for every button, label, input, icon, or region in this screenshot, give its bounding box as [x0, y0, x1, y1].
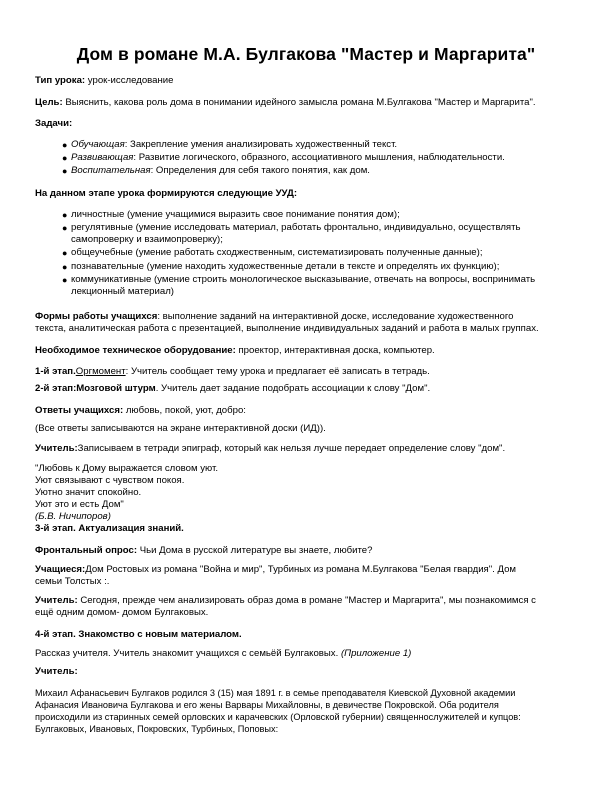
epigraph-line: "Любовь к Дому выражается словом уют.	[35, 463, 219, 474]
bullet-icon: ●	[62, 275, 68, 285]
bullet-icon: ●	[62, 262, 68, 272]
teacher-today-text: Сегодня, прежде чем анализировать образ дома в романе "Мастер и Маргарита", мы познакомимся с	[77, 595, 536, 606]
students-answer-continued: семьи Толстых :.	[35, 576, 110, 587]
frontal-question	[35, 545, 372, 557]
answers	[35, 405, 246, 417]
forms-line-continued: текста, аналитическая работа с презентацией, выполнение индивидуальных заданий и работа в малых группах.	[35, 323, 539, 334]
bullet-icon: ●	[62, 210, 68, 220]
students-answer	[35, 564, 516, 576]
answers-value: любовь, покой, уют, добро:	[123, 405, 246, 416]
stage3-heading: 3-й этап. Актуализация знаний.	[35, 523, 184, 534]
uud-item: регулятивные (умение исследовать материал, работать фронтально, индивидуально, осуществлять	[71, 222, 521, 233]
frontal-label: Фронтальный опрос:	[35, 545, 138, 556]
uud-heading: На данном этапе урока формируются следующие УУД:	[35, 188, 298, 199]
lesson-type-label: Тип урока:	[35, 75, 86, 86]
task-text: : Определения для себя такого понятия, как дом.	[150, 165, 370, 176]
stage1-name: Оргмомент	[75, 366, 126, 377]
teacher-today	[35, 595, 536, 607]
task-term: Развивающая	[71, 152, 134, 163]
goal-label: Цель:	[35, 97, 63, 108]
story-text: Рассказ учителя. Учитель знакомит учащихся с семьёй Булгаковых.	[35, 648, 341, 659]
biography-line: Афанасия Ивановича Булгакова и его жены Варвары Михайловны, в девичестве Покровской. Оба родителя	[35, 700, 499, 710]
task-term: Обучающая	[71, 139, 125, 150]
epigraph-line: Уютно значит спокойно.	[35, 487, 142, 498]
students-text: Дом Ростовых из романа "Война и мир", Турбиных из романа М.Булгакова "Белая гвардия". Дом	[85, 564, 517, 575]
teacher-label: Учитель:	[35, 666, 78, 677]
stage2	[35, 383, 430, 395]
teacher-label: Учитель:	[35, 595, 78, 606]
forms-label: Формы работы учащихся	[35, 311, 158, 322]
teacher-today-continued: ещё одним домом- домом Булгаковых.	[35, 607, 209, 618]
uud-item: личностные (умение учащимися выразить свое понимание понятия дом);	[71, 209, 400, 220]
bullet-icon: ●	[62, 153, 68, 163]
teacher-epigraph	[35, 443, 505, 455]
epigraph-line: Уют связывают с чувством покоя.	[35, 475, 185, 486]
teacher-label: Учитель:	[35, 443, 78, 454]
bullet-icon: ●	[62, 140, 68, 150]
stage2-label: 2-й этап:Мозговой штурм	[35, 383, 156, 394]
task-term: Воспитательная	[71, 165, 151, 176]
biography-line: Михаил Афанасьевич Булгаков родился 3 (15) мая 1891 г. в семье преподавателя Киевской Духовной академии	[35, 688, 516, 698]
tasks-heading: Задачи:	[35, 118, 73, 129]
uud-item-continued: лекционный материал)	[71, 286, 175, 297]
uud-item-continued: самопроверку и взаимопроверку);	[71, 234, 223, 245]
equipment	[35, 345, 435, 357]
goal-value: Выяснить, какова роль дома в понимании идейного замысла романа М.Булгакова "Мастер и Маргарита".	[62, 97, 536, 108]
stage2-text: . Учитель дает задание подобрать ассоциации к слову "Дом".	[155, 383, 431, 394]
stage1-text: : Учитель сообщает тему урока и предлагает её записать в тетрадь.	[125, 366, 430, 377]
frontal-text: Чьи Дома в русской литературе вы знаете, любите?	[137, 545, 373, 556]
lesson-type-value: урок-исследование	[85, 75, 174, 86]
lesson-type	[35, 75, 173, 87]
task-item	[71, 139, 397, 151]
uud-item: познавательные (умение находить художественные детали в тексте и определять их функцию);	[71, 261, 500, 272]
goal	[35, 97, 536, 109]
uud-item: коммуникативные (умение строить монологическое высказывание, отвечать на вопросы, воспринимать	[71, 274, 536, 285]
answers-label: Ответы учащихся:	[35, 405, 124, 416]
epigraph-author: (Б.В. Ничипоров)	[35, 511, 111, 522]
stage4-heading: 4-й этап. Знакомство с новым материалом.	[35, 629, 242, 640]
task-text: : Закрепление умения анализировать художественный текст.	[124, 139, 398, 150]
epigraph-line: Уют это и есть Дом"	[35, 499, 124, 510]
task-text: : Развитие логического, образного, ассоциативного мышления, наблюдательности.	[133, 152, 505, 163]
forms-text: : выполнение заданий на интерактивной доске, исследование художественного	[157, 311, 514, 322]
bullet-icon: ●	[62, 248, 68, 258]
task-item	[71, 165, 370, 177]
equipment-label: Необходимое техническое оборудование:	[35, 345, 236, 356]
answers-note: (Все ответы записываются на экране интерактивной доски (ИД)).	[35, 423, 326, 434]
bullet-icon: ●	[62, 166, 68, 176]
story	[35, 648, 411, 660]
stage1-label: 1-й этап.	[35, 366, 76, 377]
page-title: Дом в романе М.А. Булгакова "Мастер и Маргарита"	[76, 44, 536, 64]
uud-item: общеучебные (умение работать сходжественным, систематизировать полученные данные);	[71, 247, 483, 258]
forms-line	[35, 311, 513, 323]
task-item	[71, 152, 505, 164]
stage1	[35, 366, 430, 378]
equipment-value: проектор, интерактивная доска, компьютер.	[235, 345, 435, 356]
story-appendix: (Приложение 1)	[340, 648, 412, 659]
teacher-epigraph-text: Записываем в тетради эпиграф, который как нельзя лучше передает определение слову "дом".	[77, 443, 506, 454]
students-label: Учащиеся:	[35, 564, 86, 575]
biography-line: происходили из старинных семей орловских и карачевских (Орловской губернии) священнослужителей и купцов:	[35, 712, 521, 722]
biography-line: Булгаковых, Ивановых, Покровских, Турбиных, Поповых:	[35, 724, 279, 734]
bullet-icon: ●	[62, 223, 68, 233]
